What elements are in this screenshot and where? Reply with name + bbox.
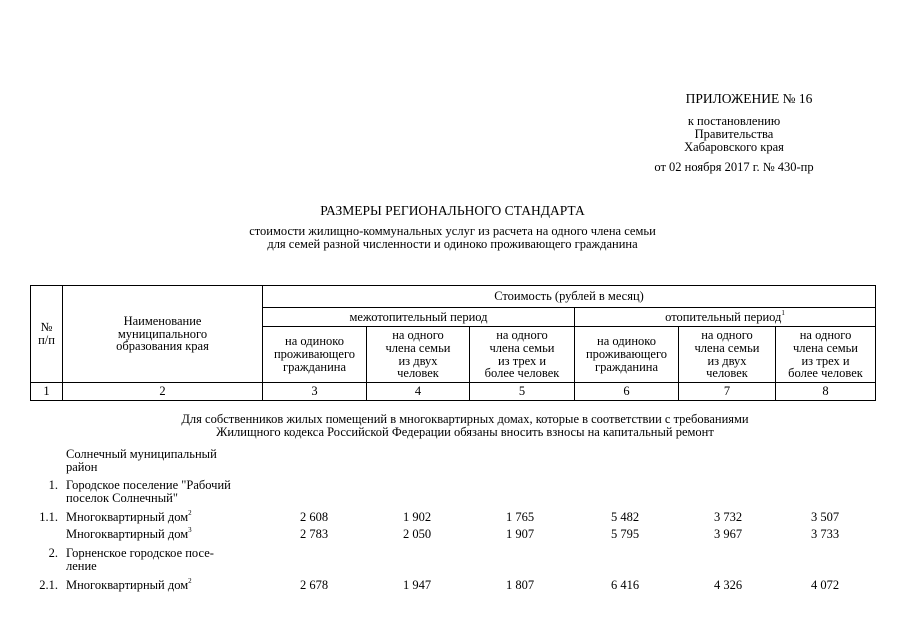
value-cell: 1 902 [402,510,432,524]
row-number: 2. [48,546,58,560]
sub-col-header: на одного члена семьи из двух человек [367,327,470,383]
col-number-header: № п/п [31,286,63,383]
col-number: 4 [367,383,470,401]
row-name-text: Многоквартирный дом [66,527,189,541]
document-subtitle [0,225,905,251]
value-cell: 2 783 [299,527,329,541]
value-cell: 3 732 [713,510,743,524]
col-name-header: Наименование муниципального образования края [63,286,263,383]
subtitle-line: стоимости жилищно-коммунальных услуг из расчета на одного члена семьи [249,224,656,238]
value-cell: 3 967 [713,527,743,541]
row-number: 1. [48,478,58,492]
annex-line: Хабаровского края [684,140,784,155]
sub-col-header: на одного члена семьи из двух человек [679,327,776,383]
row-name-text: Многоквартирный дом [66,510,189,524]
col-number: 8 [776,383,876,401]
sub-col-header: на одного члена семьи из трех и более человек [470,327,575,383]
value-cell: 2 678 [299,578,329,592]
col-number: 1 [31,383,63,401]
value-cell: 3 507 [810,510,840,524]
sub-col-header: на одиноко проживающего гражданина [575,327,679,383]
row-name [66,579,266,592]
section-header: Для собственников жилых помещений в многоквартирных домах, которые в соответствии с требованиями Жилищного кодекса Российской Федерации обязаны вносить взносы на капитальный ремонт [181,412,749,440]
row-number: 1.1. [39,510,58,524]
off-season-header: межотопительный период [263,308,575,327]
cost-header: Стоимость (рублей в месяц) [263,286,876,308]
value-cell: 1 907 [505,527,535,541]
value-cell: 4 072 [810,578,840,592]
value-cell: 5 482 [610,510,640,524]
heating-season-label: отопительный период [665,309,782,324]
value-cell: 5 795 [610,527,640,541]
col-number: 7 [679,383,776,401]
annex-line: к постановлению [687,114,781,129]
sub-col-header: на одного члена семьи из трех и более человек [776,327,876,383]
value-cell: 4 326 [713,578,743,592]
row-name: Горненское городское посе- ление [66,546,214,574]
annex-date: от 02 ноября 2017 г. № 430-пр [654,159,814,174]
annex-line: Правительства [694,127,774,142]
row-name [66,528,266,541]
row-name: Солнечный муниципальный район [66,447,217,475]
sub-col-header: на одиноко проживающего гражданина [263,327,367,383]
col-number: 6 [575,383,679,401]
value-cell: 1 807 [505,578,535,592]
footnote-mark: 1 [781,308,785,317]
heating-season-header [575,308,876,327]
document-title: РАЗМЕРЫ РЕГИОНАЛЬНОГО СТАНДАРТА [320,203,585,218]
value-cell: 6 416 [610,578,640,592]
subtitle-line: для семей разной численности и одиноко проживающего гражданина [267,237,638,252]
value-cell: 3 733 [810,527,840,541]
value-cell: 1 765 [505,510,535,524]
col-number: 2 [63,383,263,401]
row-name: Городское поселение "Рабочий поселок Солнечный" [66,478,231,506]
row-name-text: Многоквартирный дом [66,578,189,592]
annex-block [619,92,849,174]
value-cell: 2 608 [299,510,329,524]
value-cell: 1 947 [402,578,432,592]
cost-header-table [30,285,876,401]
row-number: 2.1. [39,578,58,592]
col-number: 5 [470,383,575,401]
annex-title: ПРИЛОЖЕНИЕ № 16 [685,91,813,106]
value-cell: 2 050 [402,527,432,541]
col-number: 3 [263,383,367,401]
footnote-mark: 2 [188,509,192,517]
footnote-mark: 2 [188,577,192,585]
row-name [66,511,266,524]
footnote-mark: 3 [188,526,192,534]
